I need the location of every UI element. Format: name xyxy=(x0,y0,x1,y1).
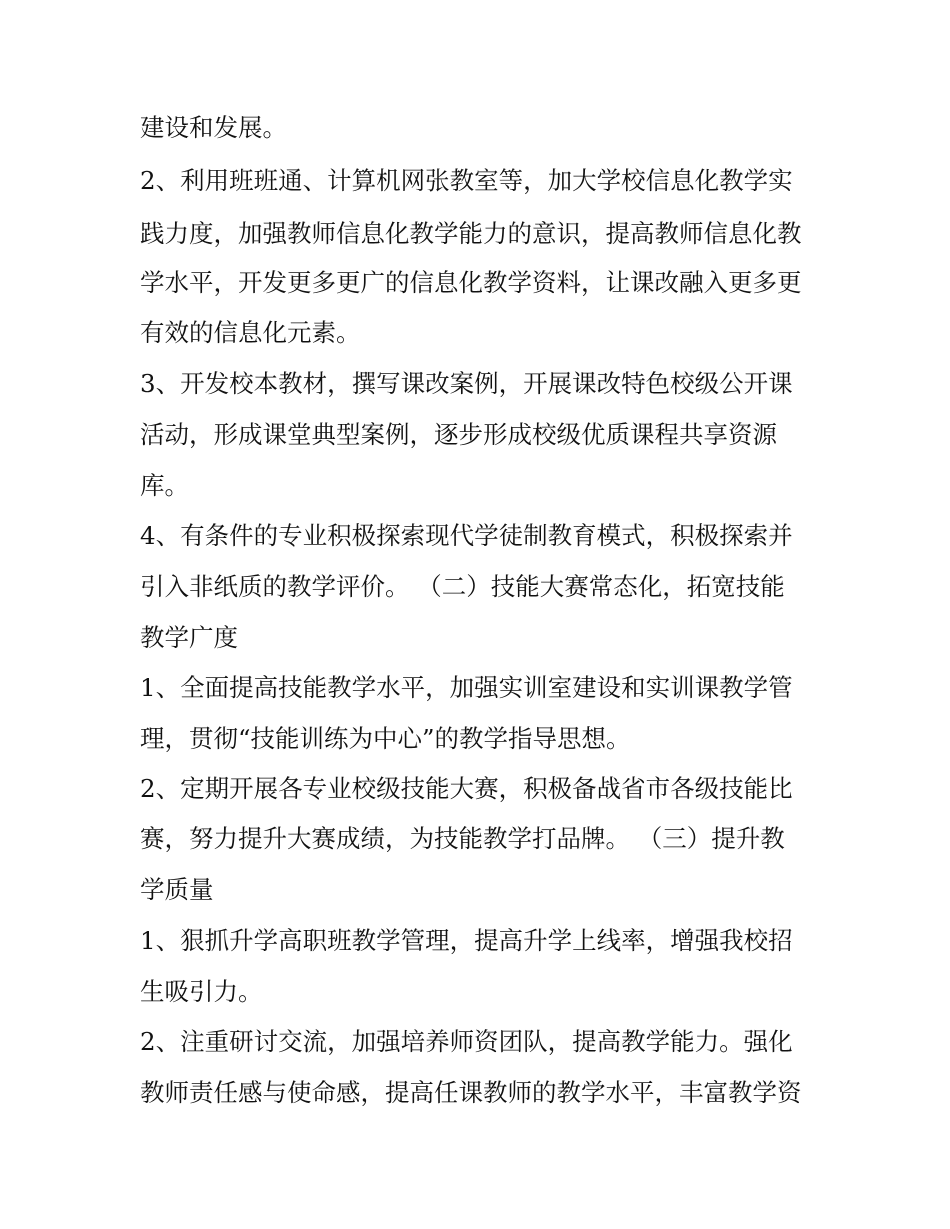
text-line: 教师责任感与使命感，提高任课教师的教学水平，丰富教学资 xyxy=(140,1078,802,1107)
text-line: 学质量 xyxy=(140,875,214,904)
text-line: 2、定期开展各专业校级技能大赛，积极备战省市各级技能比 xyxy=(140,774,793,803)
text-line: 教学广度 xyxy=(140,623,238,652)
text-line: 活动，形成课堂典型案例，逐步形成校级优质课程共享资源 xyxy=(140,420,777,449)
text-line: 理，贯彻“技能训练为中心”的教学指导思想。 xyxy=(140,724,631,753)
text-line: 引入非纸质的教学评价。 （二）技能大赛常态化，拓宽技能 xyxy=(140,572,785,601)
text-line: 赛，努力提升大赛成绩，为技能教学打品牌。 （三）提升教 xyxy=(140,824,785,853)
text-line: 3、开发校本教材，撰写课改案例，开展课改特色校级公开课 xyxy=(140,369,793,398)
text-line: 学水平，开发更多更广的信息化教学资料，让课改融入更多更 xyxy=(140,268,802,297)
text-line: 生吸引力。 xyxy=(140,977,263,1006)
text-line: 践力度，加强教师信息化教学能力的意识，提高教师信息化教 xyxy=(140,219,802,248)
text-line: 1、狠抓升学高职班教学管理，提高升学上线率，增强我校招 xyxy=(140,926,793,955)
text-line: 4、有条件的专业积极探索现代学徒制教育模式，积极探索并 xyxy=(140,521,793,550)
text-line: 2、利用班班通、计算机网张教室等，加大学校信息化教学实 xyxy=(140,166,793,195)
text-line: 2、注重研讨交流，加强培养师资团队，提高教学能力。强化 xyxy=(140,1027,793,1056)
text-line: 建设和发展。 xyxy=(140,113,287,142)
text-line: 库。 xyxy=(140,471,189,500)
text-line: 1、全面提高技能教学水平，加强实训室建设和实训课教学管 xyxy=(140,673,793,702)
text-line: 有效的信息化元素。 xyxy=(140,318,361,347)
